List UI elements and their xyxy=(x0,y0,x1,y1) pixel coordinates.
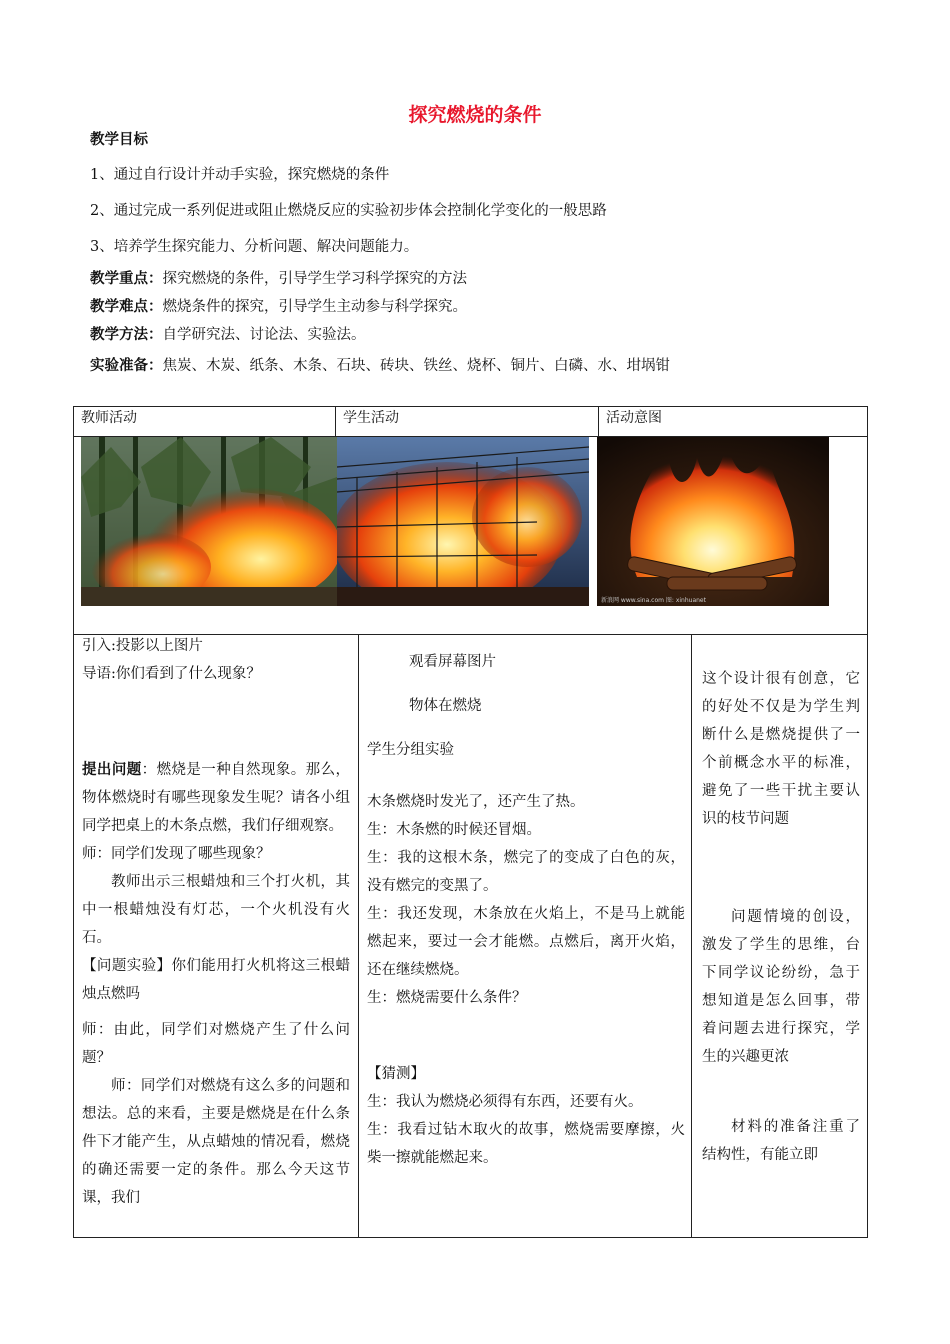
intent-2: 问题情境的创设，激发了学生的思维，台下同学议论纷纷，急于想知道是怎么回事，带着问题去进行探究，学生的兴趣更浓 xyxy=(702,909,860,1065)
preparation xyxy=(90,354,670,375)
activity-intent xyxy=(702,665,860,1169)
question-label: 提出问题 xyxy=(82,761,142,778)
teacher-activity xyxy=(82,632,350,1212)
intent-1: 这个设计很有创意，它的好处不仅是为学生判断什么是燃烧提供了一个前概念水平的标准，避免了一些干扰主要认识的枝节问题 xyxy=(702,671,860,827)
student-watch: 观看屏幕图片 xyxy=(409,654,496,670)
table-rule xyxy=(691,634,692,1238)
objective-item: 3、培养学生探究能力、分析问题、解决问题能力。 xyxy=(90,239,419,255)
methods-label: 教学方法： xyxy=(90,326,163,343)
student-obs-1: 木条燃烧时发光了，还产生了热。 xyxy=(367,794,585,810)
objective-item: 2、通过完成一系列促进或阻止燃烧反应的实验初步体会控制化学变化的一般思路 xyxy=(90,203,607,219)
methods xyxy=(90,323,366,344)
table-rule xyxy=(335,406,336,436)
page-title: 探究燃烧的条件 xyxy=(408,104,542,126)
difficulties xyxy=(90,295,467,316)
teacher-ask-2: 师：由此，同学们对燃烧产生了什么问题？ xyxy=(82,1022,350,1066)
teacher-guide: 导语:你们看到了什么现象？ xyxy=(82,666,261,682)
key-points-label: 教学重点： xyxy=(90,270,163,287)
student-group: 学生分组实验 xyxy=(367,742,454,758)
preparation-text: 焦炭、木炭、纸条、木条、石块、砖块、铁丝、烧杯、铜片、白磷、水、坩埚钳 xyxy=(162,358,670,374)
question-experiment: 【问题实验】你们能用打火机将这三根蜡烛点燃吗 xyxy=(82,958,350,1002)
preparation-label: 实验准备： xyxy=(90,357,163,374)
teacher-ask: 师：同学们发现了哪些现象？ xyxy=(82,846,271,862)
guess-label: 【猜测】 xyxy=(367,1066,425,1082)
student-obs-4: 生：我还发现，木条放在火焰上，不是马上就能燃起来，要过一会才能燃。点燃后，离开火焰，还在继续燃烧。 xyxy=(367,906,685,978)
student-obs-2: 生：木条燃的时候还冒烟。 xyxy=(367,822,541,838)
student-burning: 物体在燃烧 xyxy=(409,698,482,714)
table-rule xyxy=(598,406,599,436)
teacher-summary: 师：同学们对燃烧有这么多的问题和想法。总的来看，主要是燃烧是在什么条件下才能产生，从点蜡烛的情况看，燃烧的确还需要一定的条件。那么今天这节课，我们 xyxy=(82,1078,350,1206)
objective-item: 1、通过自行设计并动手实验，探究燃烧的条件 xyxy=(90,167,390,183)
difficulties-label: 教学难点： xyxy=(90,298,163,315)
header-student: 学生活动 xyxy=(343,410,399,426)
question-text: ：燃烧是一种自然现象。那么，物体燃烧时有哪些现象发生呢？请各小组同学把桌上的木条点燃，我们仔细观察。 xyxy=(82,762,351,834)
header-teacher: 教师活动 xyxy=(81,410,137,426)
student-obs-5: 生：燃烧需要什么条件？ xyxy=(367,990,527,1006)
building-fire-photo xyxy=(337,437,589,606)
methods-text: 自学研究法、讨论法、实验法。 xyxy=(162,327,366,343)
teacher-intro: 引入:投影以上图片 xyxy=(82,638,203,654)
forest-fire-photo xyxy=(81,437,337,606)
student-obs-3: 生：我的这根木条，燃完了的变成了白色的灰，没有燃完的变黑了。 xyxy=(367,850,685,894)
student-guess-2: 生：我看过钻木取火的故事，燃烧需要摩擦，火柴一擦就能燃起来。 xyxy=(367,1122,685,1166)
student-activity xyxy=(367,648,685,1172)
key-points xyxy=(90,267,467,288)
student-guess-1: 生：我认为燃烧必须得有东西，还要有火。 xyxy=(367,1094,643,1110)
objectives-heading: 教学目标 xyxy=(90,131,148,148)
table-rule xyxy=(358,634,359,1238)
image-caption: 新浪网 www.sina.com 图: xinhuanet xyxy=(601,597,706,604)
difficulties-text: 燃烧条件的探究，引导学生主动参与科学探究。 xyxy=(162,299,467,315)
intent-3: 材料的准备注重了结构性，有能立即 xyxy=(702,1119,860,1163)
teacher-demo: 教师出示三根蜡烛和三个打火机，其中一根蜡烛没有灯芯，一个火机没有火石。 xyxy=(82,874,350,946)
key-points-text: 探究燃烧的条件，引导学生学习科学探究的方法 xyxy=(162,271,467,287)
campfire-illustration xyxy=(597,437,829,606)
header-intent: 活动意图 xyxy=(606,410,662,426)
